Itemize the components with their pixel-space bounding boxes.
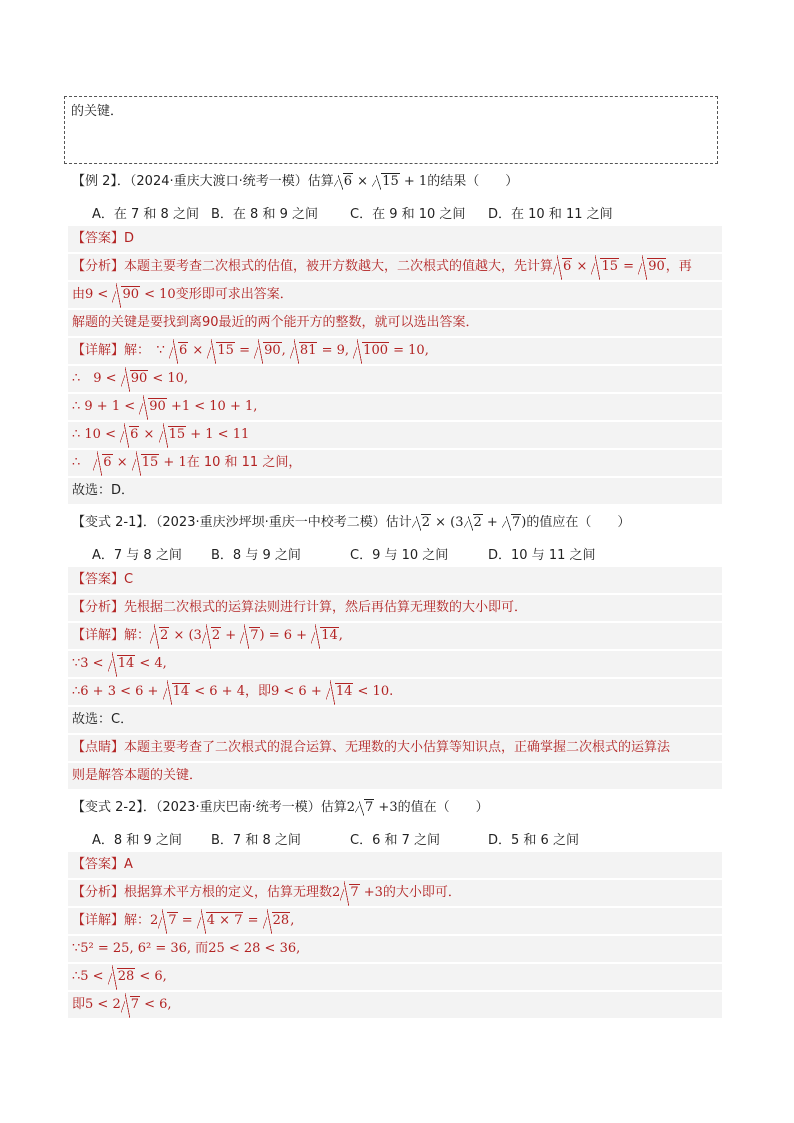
detail-row-2 [68,366,722,392]
answer-value: C [124,572,134,587]
detail-tag: 【详解】 [72,913,125,928]
answer-tag: 【答案】 [72,857,125,872]
previous-note-box [64,96,718,164]
analysis-row [68,880,722,906]
detail-step-4: 5 < 2 7 < 6, [85,997,172,1012]
analysis-tail: 的大小即可． [382,885,461,900]
detail-row-5 [68,450,722,476]
choose-text: 故选：C． [72,712,134,727]
variant-label: 【变式 2-2】 [72,800,143,815]
detail-connector: 而 [195,941,209,956]
choose-row [68,707,722,733]
analysis-row-3 [68,310,722,336]
option-d: D．5 和 6 之间 [488,833,579,848]
example-source: ．（2024·重庆大渡口·统考一模）估算 [116,174,334,189]
comment-text-2: 则是解答本题的关键． [72,768,203,783]
analysis-text: 根据算术平方根的定义，估算无理数 [124,885,333,900]
detail-head: 解： [124,913,151,928]
detail-row-2 [68,651,722,677]
example-2-question [72,170,518,189]
comment-text: 本题主要考查了二次根式的混合运算、无理数的大小估算等知识点，正确掌握二次根式的运算法 [124,740,671,755]
option-b: B．8 与 9 之间 [211,548,301,563]
analysis-tag: 【分析】 [72,259,125,274]
detail-row-1 [68,623,722,649]
detail-step-3b: 9 < 6 + 14 < 10. [271,684,393,699]
detail-step-5: ∴ 6 × 15 + 1 [72,455,187,470]
analysis-key-text: 解题的关键是要找到离90最近的两个能开方的整数，就可以选出答案． [72,315,479,330]
analysis-expression: 6 × 15 = 90 [553,259,666,274]
detail-step-2: ∵3 < 14 < 4, [72,656,167,671]
detail-step-5-tail: 在 10 和 11 之间， [186,455,302,470]
answer-value: A [124,857,133,872]
option-c: C．9 与 10 之间 [350,548,449,563]
question-expression: 6 × 15 + 1 [334,174,427,189]
comment-row-2 [68,763,722,789]
detail-tag: 【详解】 [72,343,125,358]
detail-step-4: ∴ 10 < 6 × 15 + 1 < 11 [72,427,249,442]
analysis-text-tail: 变形即可求出答案． [175,287,293,302]
option-a: A．7 与 8 之间 [92,548,182,563]
detail-step-3: ∴5 < 28 < 6, [72,969,167,984]
analysis-text: 先根据二次根式的运算法则进行计算，然后再估算无理数的大小即可． [124,600,528,615]
analysis-row-2 [68,282,722,308]
option-c: C．在 9 和 10 之间 [350,207,466,222]
detail-step-2: ∵5² = 25, 6² = 36, [72,941,196,956]
comment-row-1 [68,735,722,761]
detail-step-4-head: 即 [72,997,86,1012]
variant-2-1-question [72,511,630,530]
detail-row-4 [68,422,722,448]
detail-connector: ，即 [244,684,271,699]
detail-expression: 6 × 15 = 90, 81 = 9, 100 = 10, [169,343,429,358]
analysis-tag: 【分析】 [72,885,125,900]
answer-tag: 【答案】 [72,231,125,246]
analysis-row-1 [68,254,722,280]
answer-value: D [124,231,135,246]
choose-row [68,478,722,504]
detail-expression: 2 7 = 4 × 7 = 28, [150,913,294,928]
choose-text: 故选：D． [72,483,135,498]
analysis-text-head: 由 [72,287,86,302]
detail-row-3 [68,679,722,705]
previous-note-text: 的关键． [71,104,124,119]
comment-tag: 【点睛】 [72,740,125,755]
answer-row [68,226,722,252]
option-c: C．6 和 7 之间 [350,833,441,848]
question-tail: 的值应在（ ） [526,515,631,530]
detail-step-3: ∴ 9 + 1 < 90 +1 < 10 + 1, [72,399,257,414]
option-d: D．10 与 11 之间 [488,548,596,563]
analysis-expression: 2 7 +3 [332,885,383,900]
option-a: A．8 和 9 之间 [92,833,182,848]
example-label: 【例 2】 [72,174,117,189]
question-expression: 2 7 +3 [346,800,398,815]
detail-row-4 [68,992,722,1018]
option-a: A．在 7 和 8 之间 [92,207,199,222]
detail-row-3 [68,964,722,990]
question-tail: 的结果（ ） [427,174,519,189]
variant-source: ．（2023·重庆巴南·统考一模）估算 [142,800,347,815]
option-d: D．在 10 和 11 之间 [488,207,613,222]
detail-head: 解： ∵ [124,343,165,358]
answer-tag: 【答案】 [72,572,125,587]
detail-head: 解： [124,628,151,643]
detail-row-1 [68,908,722,934]
detail-row-1 [68,338,722,364]
analysis-tail: ，再 [665,259,692,274]
analysis-inequality: 9 < 90 < 10 [85,287,176,302]
detail-tag: 【详解】 [72,628,125,643]
question-expression: 2 × (3 2 + 7) [412,515,527,530]
detail-step-2: ∴ 9 < 90 < 10, [72,371,188,386]
analysis-text: 本题主要考查二次根式的估值，被开方数越大，二次根式的值越大，先计算 [124,259,554,274]
variant-2-2-question [72,796,489,815]
detail-row-3 [68,394,722,420]
answer-row [68,852,722,878]
variant-source: ．（2023·重庆沙坪坝·重庆一中校考二模）估计 [142,515,412,530]
option-b: B．在 8 和 9 之间 [211,207,318,222]
analysis-tag: 【分析】 [72,600,125,615]
detail-step-3: ∴6 + 3 < 6 + 14 < 6 + 4 [72,684,245,699]
option-b: B．7 和 8 之间 [211,833,301,848]
detail-step-2b: 25 < 28 < 36, [208,941,301,956]
analysis-row [68,595,722,621]
detail-row-2 [68,936,722,962]
detail-expression: 2 × (3 2 + 7) = 6 + 14, [150,628,343,643]
variant-label: 【变式 2-1】 [72,515,143,530]
question-tail: 的值在（ ） [397,800,489,815]
answer-row [68,567,722,593]
